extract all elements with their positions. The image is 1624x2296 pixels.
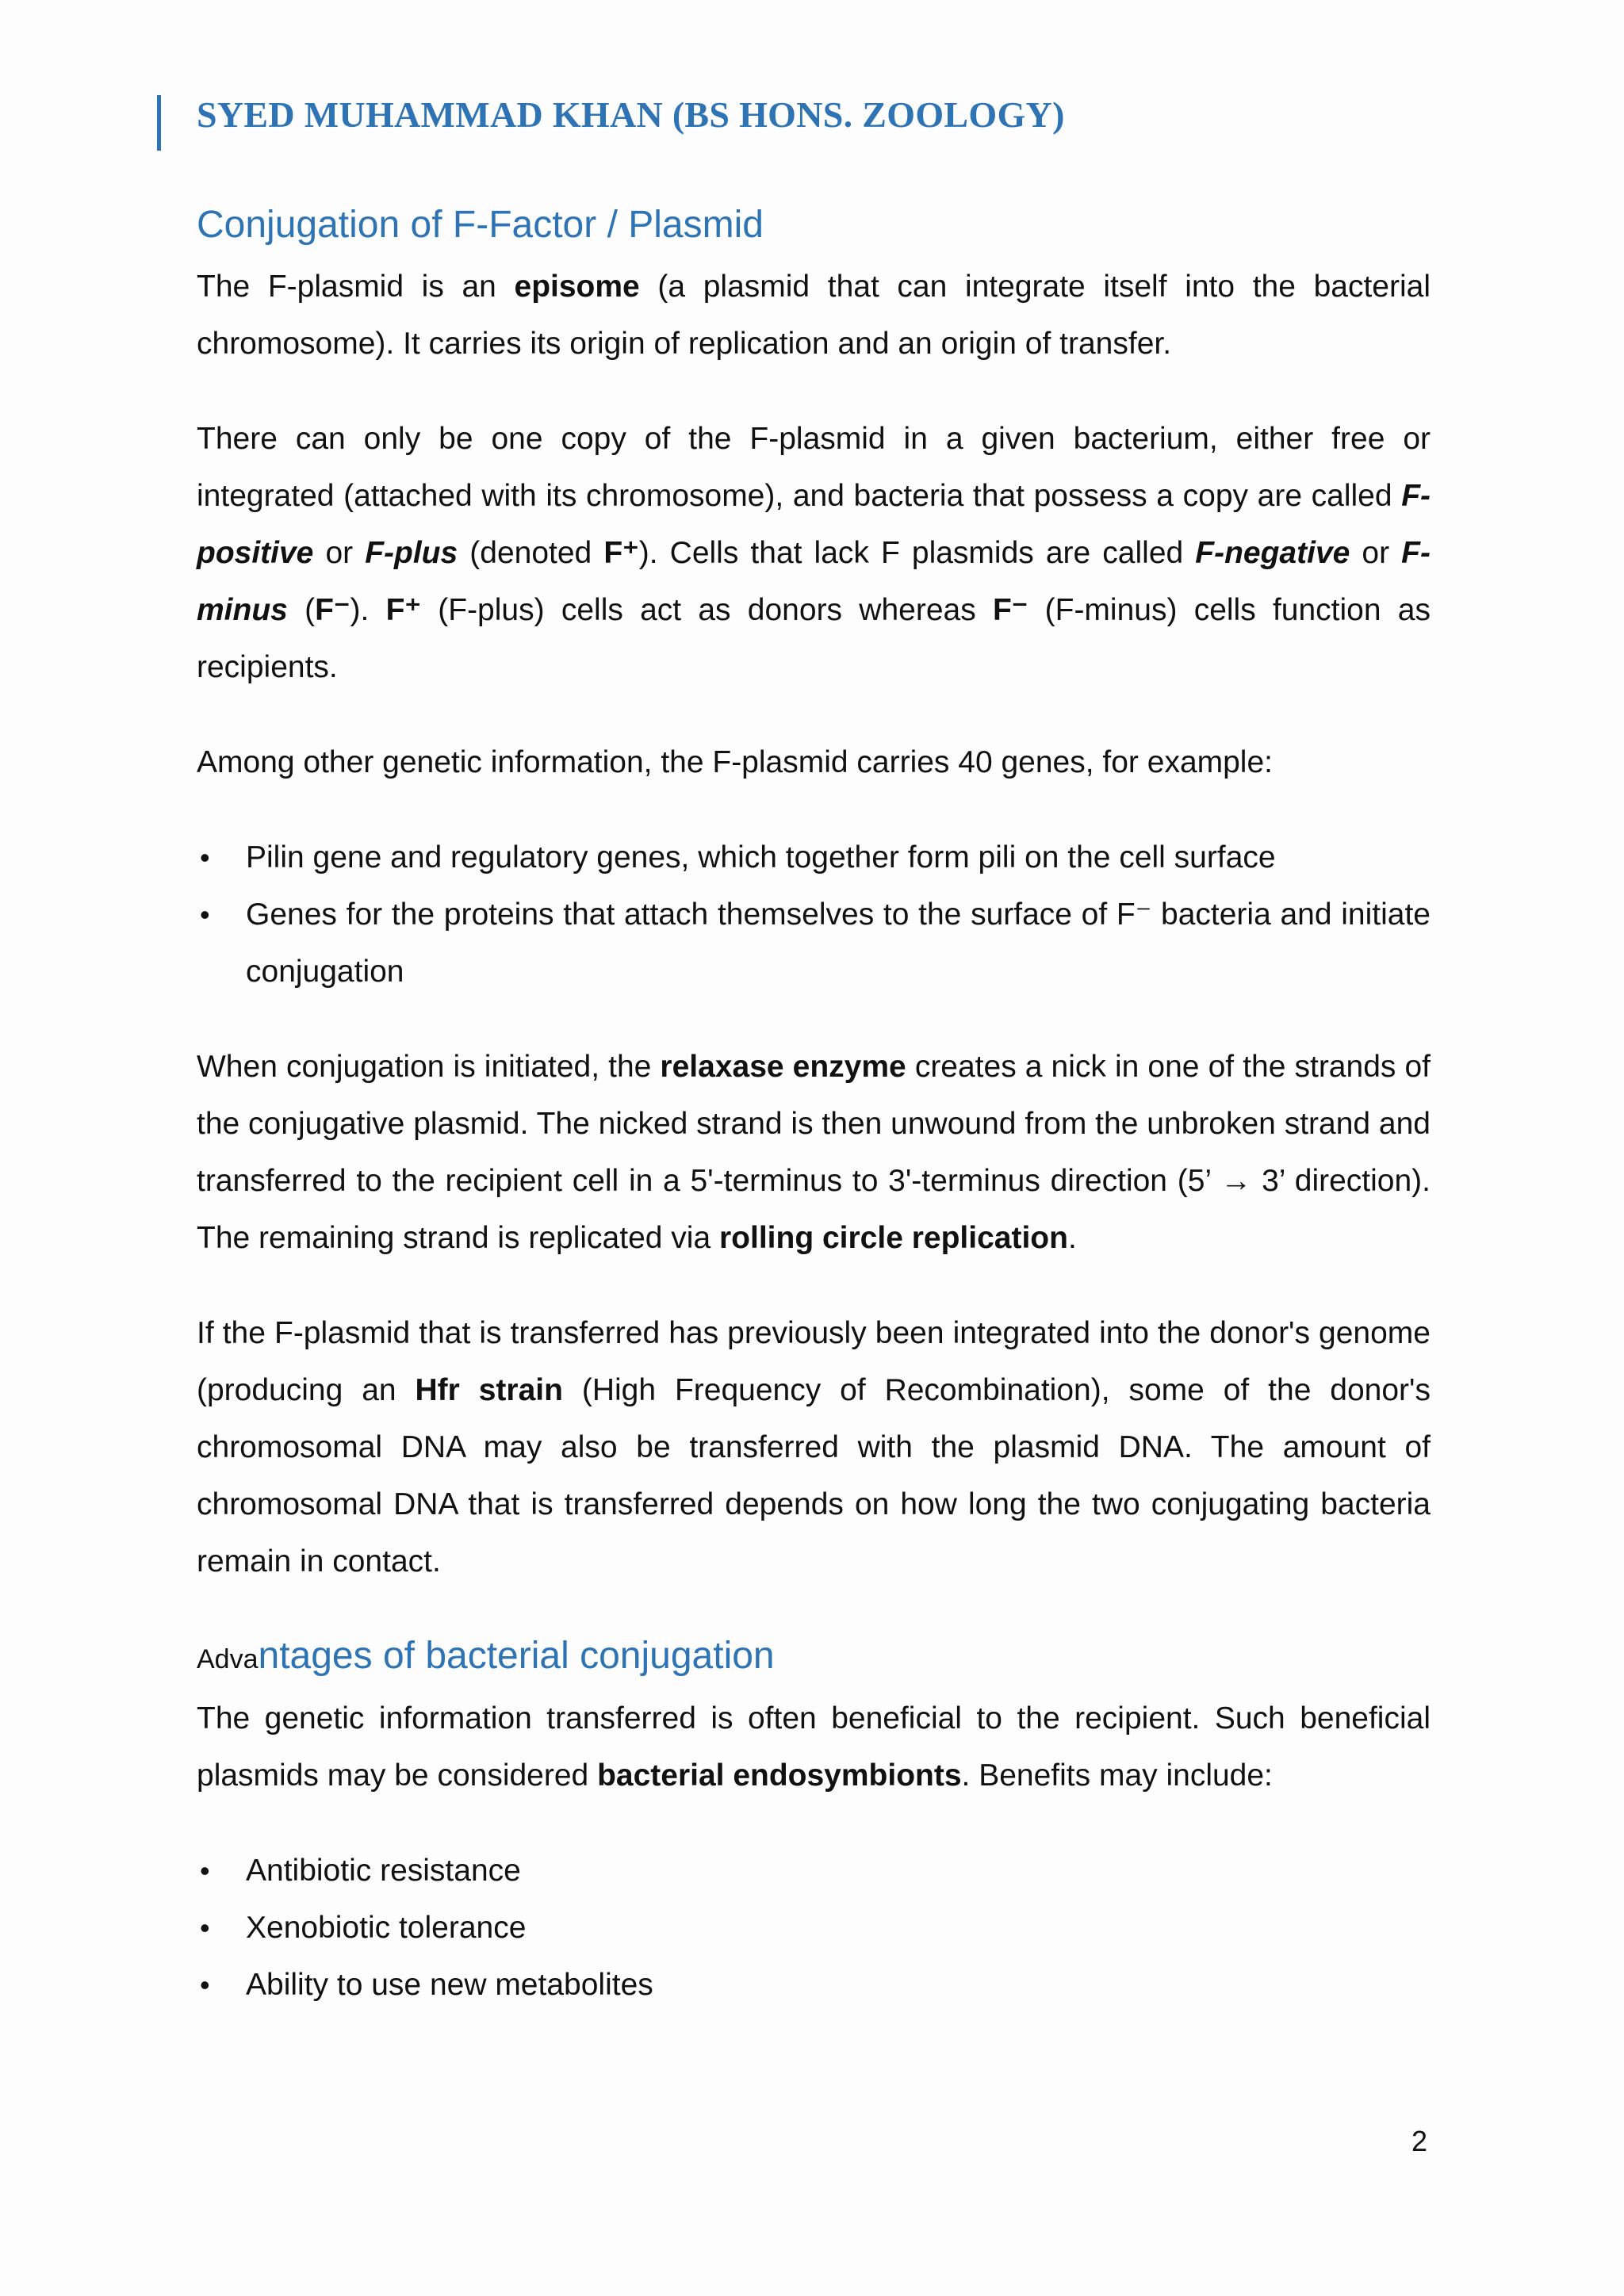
term-f-plus: F-plus	[365, 536, 458, 570]
list-item: • Antibiotic resistance	[197, 1843, 1431, 1900]
paragraph-benefits: The genetic information transferred is often beneficial to the recipient. Such beneficial plasmids may be considered bacterial endosymbionts. Benefits may include:	[197, 1701, 1431, 1793]
list-item: • Ability to use new metabolites	[197, 1957, 1431, 2014]
bullet-icon: •	[200, 1854, 210, 1887]
bullet-icon: •	[200, 1911, 210, 1944]
paragraph-hfr: If the F-plasmid that is transferred has previously been integrated into the donor's genome (producing an Hfr strain (High Frequency of Recombination), some of the donor's chromosomal DNA may also be transferred with the plasmid DNA. The amount of chromosomal DNA that is transferred depends on how long the two conjugating bacteria remain in contact.	[197, 1316, 1431, 1578]
term-endosymbionts: bacterial endosymbionts	[597, 1758, 962, 1793]
paragraph-f-positive: There can only be one copy of the F-plasmid in a given bacterium, either free or integrated (attached with its chromosome), and bacteria that possess a copy are called F-positive or F-plus (denoted F⁺). Cells that lack F plasmids are called F-negative or F-minus (F⁻). F⁺ (F-plus) cells act as donors whereas F⁻ (F-minus) cells function as recipients.	[197, 422, 1431, 684]
term-hfr-strain: Hfr strain	[415, 1373, 563, 1407]
paragraph-relaxase: When conjugation is initiated, the relaxase enzyme creates a nick in one of the strands of the conjugative plasmid. The nicked strand is then unwound from the unbroken strand and transferred to the recipient cell in a 5'-terminus to 3'-terminus direction (5’ → 3’ direction). The remaining strand is replicated via rolling circle replication.	[197, 1050, 1431, 1255]
term-f-minus: F-minus	[197, 536, 1431, 627]
header-accent-bar	[157, 95, 161, 151]
page-number: 2	[1411, 2125, 1428, 2157]
list-item: • Pilin gene and regulatory genes, which together form pili on the cell surface	[197, 829, 1431, 886]
section-title-conjugation: Conjugation of F-Factor / Plasmid	[197, 204, 764, 246]
bullet-icon: •	[200, 898, 210, 931]
term-episome: episome	[514, 270, 640, 304]
list-item: • Genes for the proteins that attach themselves to the surface of F⁻ bacteria and initiate conjugation	[197, 886, 1431, 1001]
genes-list	[197, 829, 1431, 1001]
paragraph-genes-intro: Among other genetic information, the F-plasmid carries 40 genes, for example:	[197, 745, 1274, 779]
bullet-icon: •	[200, 1969, 210, 2001]
term-rolling-circle: rolling circle replication	[718, 1221, 1068, 1255]
section-title-advantages: Advantages of bacterial conjugation	[197, 1635, 775, 1677]
page-header-author: SYED MUHAMMAD KHAN (BS HONS. ZOOLOGY)	[197, 94, 1065, 135]
benefits-list	[197, 1843, 1431, 2014]
term-f-positive: F-positive	[197, 479, 1431, 570]
paragraph-episome: The F-plasmid is an episome (a plasmid that can integrate itself into the bacterial chromosome). It carries its origin of replication and an origin of transfer.	[197, 270, 1431, 361]
bullet-icon: •	[200, 841, 210, 874]
term-relaxase-enzyme: relaxase enzyme	[660, 1050, 906, 1084]
term-f-negative: F-negative	[1195, 536, 1350, 570]
list-item: • Xenobiotic tolerance	[197, 1900, 1431, 1957]
main-content	[197, 197, 1431, 2052]
